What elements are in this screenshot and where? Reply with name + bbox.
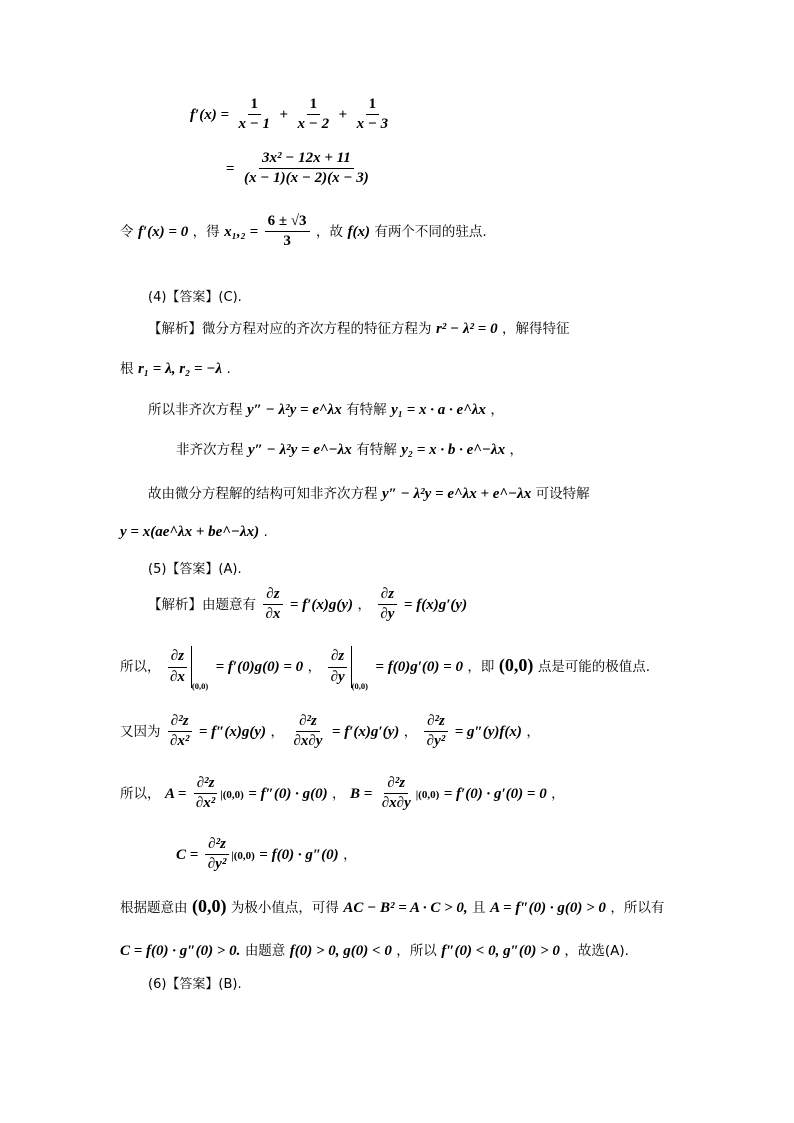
- analysis-4-structure: 故由微分方程解的结构可知非齐次方程 y″ − λ²y = e^λx + e^−λx 可设特解: [148, 486, 590, 502]
- answer-4: (4)【答案】(C).: [148, 290, 242, 305]
- analysis-4-roots: 根 r₁ = λ, r₂ = −λ .: [120, 361, 231, 377]
- analysis-5-second-partials: 又因为 $\frac{\text{∂²z}}{\text{∂x²}}$ = f″(x)g(y) ， $\frac{\text{∂²z}}{\partial x\partial y}$ = f′(x)g′(y) ， $\frac{\text{∂²z}}{\text{∂y²}}$ = g″(y)f(x) ，: [120, 713, 540, 750]
- answer-5: (5)【答案】(A).: [148, 562, 242, 577]
- fraction-term-1: $\frac{1}{x - 1}$: [238, 96, 271, 133]
- stationary-points-line: 令 f′(x) = 0 ，得 x₁,₂ = $\frac{6 \pm √3}{3}$ ，故 f(x) 有两个不同的驻点.: [120, 213, 487, 250]
- analysis-5-minimum: 根据题意由 (0,0) 为极小值点，可得 AC − B² = A · C > 0, 且 A = f″(0) · g(0) > 0 ，所以有: [120, 896, 665, 916]
- analysis-5-critical-point: 所以， $\frac{\partial z}{\partial x}$ $_{(0,0)}$ = f′(0)g(0) = 0 ， $\frac{\partial z}{\partial y}$ $_{(0,0)}$ = f(0)g′(0) = 0 ，即 (0,0) 点是可能的极值点.: [120, 646, 650, 688]
- fraction-term-3: $\frac{1}{x - 3}$: [356, 96, 389, 133]
- answer-6: (6)【答案】(B).: [148, 977, 242, 992]
- equation-derivative-combined: = $\frac{\text{3x² − 12x + 11}}{(x - 1)(x - 2)(x - 3)}$: [226, 150, 374, 188]
- analysis-4-particular-1: 所以非齐次方程 y″ − λ²y = e^λx 有特解 y₁ = x · a · e^λx ，: [148, 402, 504, 418]
- analysis-5-A-B: 所以， A = $\frac{\text{∂²z}}{\text{∂x²}}$ |(0,0) = f″(0) · g(0) ， B = $\frac{\text{∂²z}}{\partial x\partial y}$ |(0,0) = f′(0) · g′(0) = 0 ，: [120, 775, 565, 812]
- derivative-lhs: f′(x) =: [190, 106, 230, 123]
- fraction-term-2: $\frac{1}{x - 2}$: [297, 96, 330, 133]
- analysis-5-conclusion: C = f(0) · g″(0) > 0. 由题意 f(0) > 0, g(0) < 0 ，所以 f″(0) < 0, g″(0) > 0 ，故选(A).: [120, 943, 629, 959]
- analysis-4-general-form: y = x(ae^λx + be^−λx) .: [120, 524, 268, 540]
- analysis-4-particular-2: 非齐次方程 y″ − λ²y = e^−λx 有特解 y₂ = x · b · e^−λx ，: [176, 442, 524, 458]
- root-fraction: $\frac{6 \pm √3}{3}$: [265, 213, 310, 251]
- analysis-5-C: C = $\frac{\text{∂²z}}{\text{∂y²}}$ |(0,0) = f(0) · g″(0) ，: [176, 836, 357, 873]
- equation-derivative-sum: f′(x) = $\frac{1}{x - 1}$ + $\frac{1}{x - 2}$ + $\frac{1}{x - 3}$: [190, 96, 393, 134]
- combined-fraction: $\frac{\text{3x² − 12x + 11}}{(x - 1)(x - 2)(x - 3)}$: [244, 150, 369, 187]
- analysis-4-line1: 【解析】微分方程对应的齐次方程的特征方程为 r² − λ² = 0 ，解得特征: [148, 321, 570, 337]
- analysis-5-partials: 【解析】由题意有 $\frac{\partial z}{\partial x}$ = f′(x)g(y) ， $\frac{\partial z}{\partial y}$ = f(x)g′(y): [148, 586, 468, 623]
